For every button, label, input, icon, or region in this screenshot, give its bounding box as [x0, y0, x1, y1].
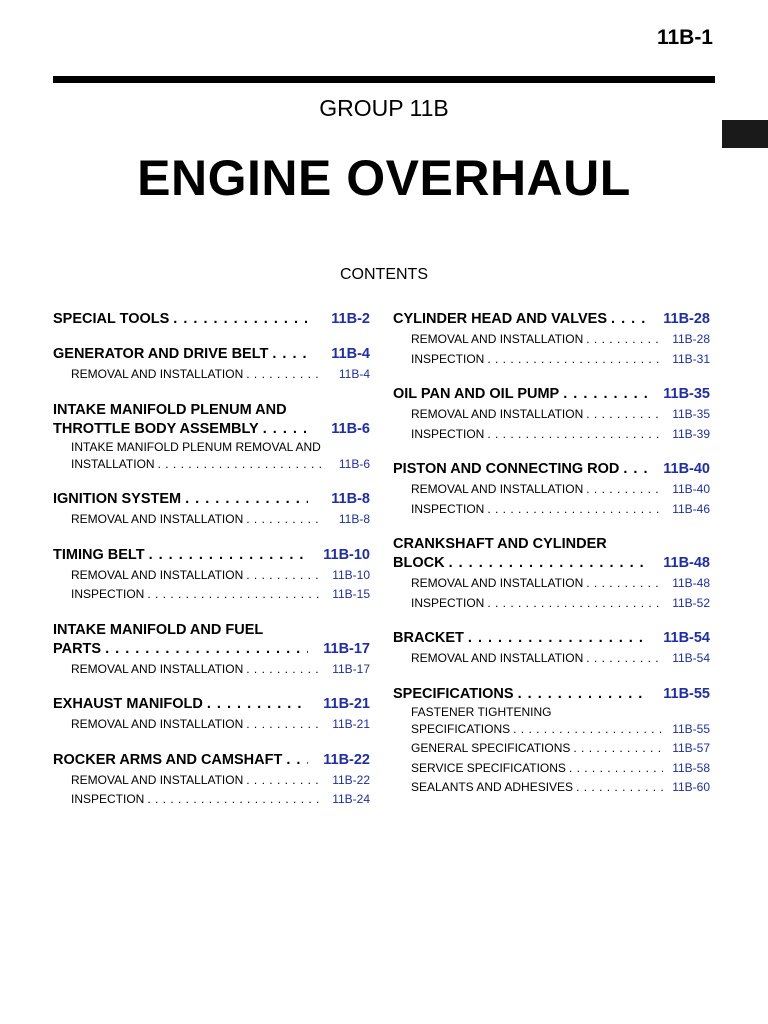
toc-subsection-title: INSPECTION — [411, 426, 485, 441]
toc-section-page-link[interactable]: 11B-28 — [663, 311, 710, 327]
toc-subsection-title: REMOVAL AND INSTALLATION — [71, 367, 244, 381]
toc-subsection-page-link[interactable]: 11B-54 — [672, 651, 710, 665]
toc-subsection-row[interactable] — [71, 771, 370, 791]
dot-leader — [576, 778, 663, 798]
dot-leader — [185, 490, 308, 509]
toc-subsection-row[interactable] — [71, 715, 370, 735]
toc-section — [393, 535, 710, 613]
dot-leader — [487, 500, 663, 520]
toc-subsection-page-link[interactable]: 11B-58 — [672, 760, 710, 775]
dot-leader — [207, 695, 308, 714]
toc-section-title: IGNITION SYSTEM — [53, 491, 182, 507]
dot-leader — [246, 715, 323, 735]
toc-section-title: PARTS — [53, 640, 102, 657]
toc-subsection-title: INSPECTION — [411, 595, 485, 610]
toc-section-title: EXHAUST MANIFOLD — [53, 696, 203, 712]
toc-section — [53, 310, 370, 329]
dot-leader — [563, 385, 648, 404]
toc-subsection-list — [411, 405, 710, 444]
toc-section-row[interactable] — [53, 695, 370, 714]
page-number: 11B-1 — [656, 26, 713, 49]
toc-subsection-title: INSPECTION — [71, 587, 145, 601]
dot-leader — [246, 771, 323, 791]
toc-section — [393, 310, 710, 369]
toc-subsection-page-link[interactable]: 11B-46 — [672, 501, 710, 516]
dot-leader — [272, 345, 308, 364]
dot-leader — [147, 585, 323, 605]
toc-section — [393, 629, 710, 669]
toc-subsection-title: REMOVAL AND INSTALLATION — [71, 717, 244, 731]
dot-leader — [468, 629, 648, 648]
toc-section-row[interactable] — [53, 490, 370, 509]
toc-subsection-title: REMOVAL AND INSTALLATION — [71, 567, 244, 582]
toc-subsection-row[interactable] — [71, 365, 370, 385]
toc-subsection-title: SEALANTS AND ADHESIVES — [411, 780, 574, 794]
toc-subsection-row[interactable] — [411, 720, 710, 740]
toc-subsection-row[interactable] — [411, 739, 710, 759]
toc-section-title: PISTON AND CONNECTING ROD — [393, 461, 620, 477]
toc-section-title: SPECIAL TOOLS — [53, 311, 170, 327]
toc-section-row[interactable] — [53, 546, 370, 565]
toc-subsection-page-link[interactable]: 11B-48 — [672, 576, 710, 590]
dot-leader — [173, 310, 308, 329]
dot-leader — [158, 455, 323, 475]
toc-subsection-list — [411, 480, 710, 519]
toc-subsection-row[interactable] — [71, 455, 370, 475]
toc-subsection-row[interactable] — [411, 574, 710, 594]
toc-subsection-row[interactable] — [411, 405, 710, 425]
toc-subsection-page-link[interactable]: 11B-8 — [338, 512, 370, 526]
toc-subsection-page-link[interactable]: 11B-31 — [672, 351, 710, 366]
dot-leader — [246, 660, 323, 680]
toc-section-title: ROCKER ARMS AND CAMSHAFT — [53, 751, 283, 768]
toc-section-title: BRACKET — [393, 630, 464, 646]
toc-subsection-list — [411, 574, 710, 613]
toc-subsection-row[interactable] — [411, 330, 710, 350]
toc-section-page-link[interactable]: 11B-21 — [323, 696, 370, 712]
toc-subsection-page-link[interactable]: 11B-60 — [672, 780, 710, 794]
toc-subsection-list — [71, 365, 370, 385]
toc-section-title: THROTTLE BODY ASSEMBLY — [53, 420, 259, 437]
toc-subsection-page-link[interactable]: 11B-35 — [672, 407, 710, 421]
dot-leader — [586, 405, 663, 425]
toc-subsection-row[interactable] — [411, 350, 710, 370]
toc-section-title: TIMING BELT — [53, 546, 145, 563]
dot-leader — [573, 739, 663, 759]
toc-section-page-link[interactable]: 11B-35 — [663, 386, 710, 402]
toc-section-row[interactable] — [393, 460, 710, 479]
toc-subsection-title: REMOVAL AND INSTALLATION — [411, 332, 584, 346]
dot-leader — [586, 480, 663, 500]
toc-subsection-title: SPECIFICATIONS — [411, 721, 511, 736]
toc-subsection-title: REMOVAL AND INSTALLATION — [411, 576, 584, 590]
toc-section-title: GENERATOR AND DRIVE BELT — [53, 346, 269, 362]
toc-subsection-list — [411, 649, 710, 669]
toc-subsection-title: INSPECTION — [71, 792, 145, 806]
toc-subsection-page-link[interactable]: 11B-22 — [332, 772, 370, 787]
toc-subsection-title: INSTALLATION — [71, 456, 155, 471]
toc-left-column — [53, 310, 370, 826]
toc-subsection-page-link[interactable]: 11B-52 — [672, 595, 710, 610]
contents-heading: CONTENTS — [340, 266, 428, 283]
dot-leader — [586, 330, 663, 350]
dot-leader — [623, 460, 648, 479]
toc-section-row[interactable] — [393, 685, 710, 704]
toc-subsection-title: REMOVAL AND INSTALLATION — [71, 772, 244, 787]
toc-subsection-row[interactable] — [411, 778, 710, 798]
toc-subsection-list — [71, 510, 370, 530]
toc-section-title: BLOCK — [393, 555, 445, 571]
toc-section — [53, 621, 370, 680]
toc-subsection-title: FASTENER TIGHTENING — [411, 704, 552, 719]
toc-subsection-title: REMOVAL AND INSTALLATION — [411, 482, 584, 496]
toc-section — [53, 345, 370, 385]
toc-section-row[interactable] — [53, 751, 370, 770]
toc-subsection-title: INTAKE MANIFOLD PLENUM REMOVAL AND — [71, 439, 321, 454]
toc-section — [393, 685, 710, 798]
toc-subsection-row[interactable] — [411, 425, 710, 445]
dot-leader — [586, 574, 663, 594]
toc-section — [53, 490, 370, 530]
toc-section-row[interactable] — [53, 310, 370, 329]
toc-subsection-title: REMOVAL AND INSTALLATION — [71, 512, 244, 526]
dot-leader — [286, 751, 308, 770]
toc-section-page-link[interactable]: 11B-22 — [323, 751, 370, 768]
toc-section-row[interactable] — [393, 385, 710, 404]
toc-subsection-row[interactable] — [71, 790, 370, 810]
toc-section-title: INTAKE MANIFOLD AND FUEL — [53, 621, 264, 638]
dot-leader — [105, 640, 308, 659]
toc-subsection-page-link[interactable]: 11B-55 — [672, 721, 710, 736]
toc-subsection-page-link[interactable]: 11B-21 — [332, 717, 370, 731]
toc-subsection-row[interactable] — [71, 566, 370, 586]
toc-subsection-page-link[interactable]: 11B-6 — [338, 456, 370, 471]
toc-subsection-page-link[interactable]: 11B-15 — [332, 587, 370, 601]
toc-section-row[interactable] — [53, 640, 370, 659]
dot-leader — [487, 350, 663, 370]
dot-leader — [246, 365, 323, 385]
toc-subsection-row[interactable] — [411, 594, 710, 614]
toc-section-page-link[interactable]: 11B-2 — [331, 311, 370, 327]
dot-leader — [147, 790, 323, 810]
toc-section-page-link[interactable]: 11B-10 — [323, 546, 370, 563]
toc-section — [53, 751, 370, 810]
toc-subsection-page-link[interactable]: 11B-17 — [332, 661, 370, 676]
toc-subsection-page-link[interactable]: 11B-4 — [338, 367, 370, 381]
toc-section-row[interactable] — [393, 629, 710, 648]
toc-subsection-page-link[interactable]: 11B-57 — [672, 741, 710, 755]
toc-section-row[interactable] — [393, 554, 710, 573]
toc-subsection-row[interactable] — [71, 660, 370, 680]
toc-right-column — [393, 310, 710, 814]
toc-section-row[interactable] — [53, 420, 370, 439]
toc-subsection-page-link[interactable]: 11B-28 — [672, 332, 710, 346]
toc-subsection-row[interactable] — [411, 649, 710, 669]
dot-leader — [246, 566, 323, 586]
toc-subsection-title: REMOVAL AND INSTALLATION — [71, 661, 244, 676]
toc-section-title: SPECIFICATIONS — [393, 685, 514, 702]
toc-section-title: CRANKSHAFT AND CYLINDER — [393, 536, 607, 552]
toc-subsection-title: REMOVAL AND INSTALLATION — [411, 651, 584, 665]
toc-section-title: OIL PAN AND OIL PUMP — [393, 386, 560, 402]
toc-subsection-title: GENERAL SPECIFICATIONS — [411, 741, 571, 755]
dot-leader — [611, 310, 648, 329]
toc-section — [393, 460, 710, 519]
toc-subsection-list — [71, 660, 370, 680]
toc-subsection-row[interactable] — [71, 585, 370, 605]
toc-section — [53, 546, 370, 605]
toc-subsection-page-link[interactable]: 11B-10 — [332, 567, 370, 582]
toc-section-page-link[interactable]: 11B-17 — [323, 640, 370, 657]
toc-section-row[interactable] — [393, 310, 710, 329]
toc-section-page-link[interactable]: 11B-48 — [663, 555, 710, 571]
header-rule — [53, 76, 715, 83]
dot-leader — [246, 510, 323, 530]
toc-subsection-row[interactable] — [411, 759, 710, 779]
group-title: GROUP 11B — [319, 95, 449, 121]
dot-leader — [569, 759, 663, 779]
dot-leader — [586, 649, 663, 669]
dot-leader — [449, 554, 648, 573]
dot-leader — [513, 720, 663, 740]
section-tab-marker — [722, 120, 768, 148]
toc-subsection-row[interactable] — [71, 510, 370, 530]
toc-section-page-link[interactable]: 11B-6 — [331, 420, 370, 437]
toc-subsection-title: REMOVAL AND INSTALLATION — [411, 407, 584, 421]
toc-section-title: CYLINDER HEAD AND VALVES — [393, 311, 608, 327]
toc-subsection-page-link[interactable]: 11B-24 — [332, 792, 370, 806]
toc-section-page-link[interactable]: 11B-40 — [663, 461, 710, 477]
toc-section-page-link[interactable]: 11B-55 — [663, 685, 710, 702]
toc-subsection-page-link[interactable]: 11B-40 — [672, 482, 710, 496]
toc-subsection-list — [71, 566, 370, 605]
toc-section-page-link[interactable]: 11B-54 — [663, 630, 710, 646]
toc-subsection-title: SERVICE SPECIFICATIONS — [411, 760, 566, 775]
toc-section — [393, 385, 710, 444]
dot-leader — [518, 685, 648, 704]
dot-leader — [487, 425, 663, 445]
dot-leader — [263, 420, 308, 439]
toc-section — [53, 695, 370, 735]
toc-subsection-row[interactable] — [411, 500, 710, 520]
toc-section-row[interactable] — [53, 345, 370, 364]
toc-subsection-list — [411, 330, 710, 369]
toc-subsection-list — [71, 440, 370, 475]
toc-section-page-link[interactable]: 11B-4 — [331, 346, 370, 362]
dot-leader — [149, 546, 308, 565]
toc-subsection-title: INSPECTION — [411, 501, 485, 516]
toc-section-title: INTAKE MANIFOLD PLENUM AND — [53, 401, 287, 418]
toc-subsection-list — [71, 715, 370, 735]
toc-subsection-row[interactable] — [411, 480, 710, 500]
toc-subsection-list — [411, 705, 710, 798]
page-title: ENGINE OVERHAUL — [137, 150, 631, 206]
toc-section-page-link[interactable]: 11B-8 — [331, 491, 370, 507]
toc-section — [53, 401, 370, 475]
toc-subsection-list — [71, 771, 370, 810]
toc-subsection-title: INSPECTION — [411, 351, 485, 366]
toc-subsection-page-link[interactable]: 11B-39 — [672, 426, 710, 441]
dot-leader — [487, 594, 663, 614]
